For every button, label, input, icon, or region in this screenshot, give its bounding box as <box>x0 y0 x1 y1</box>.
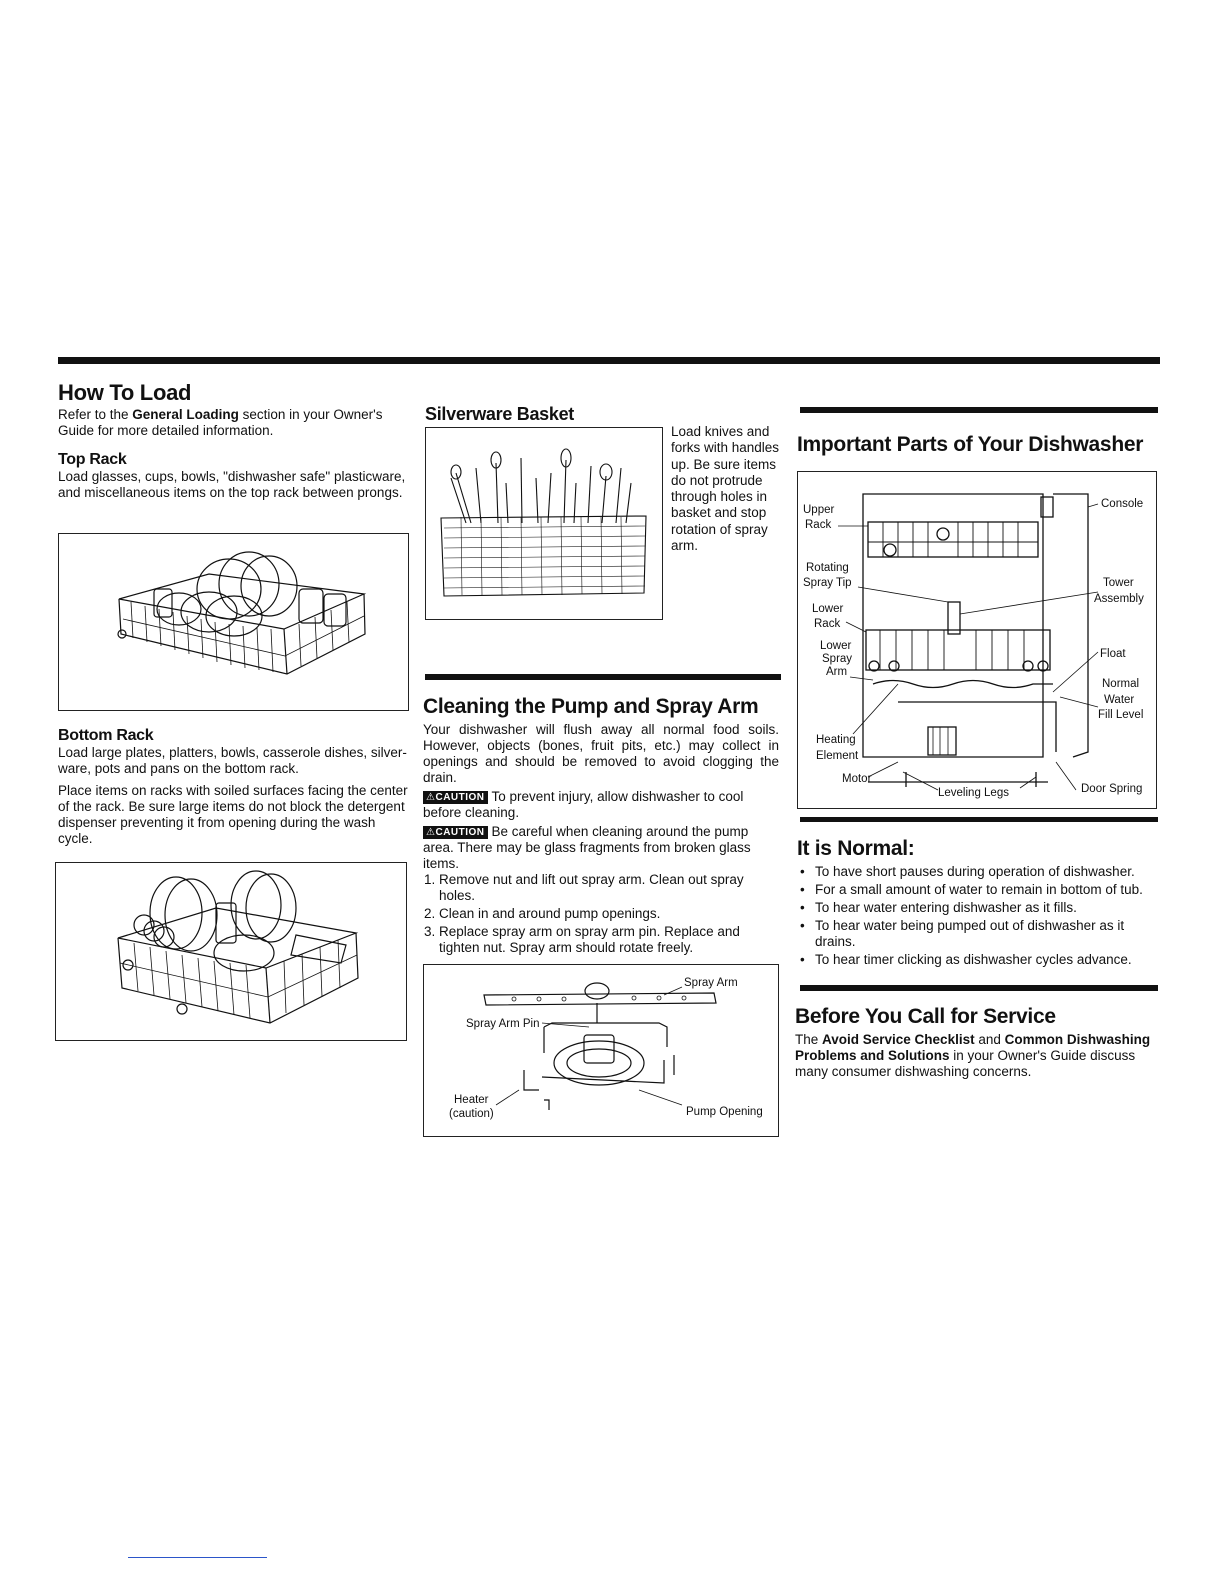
service-section <box>795 1004 1159 1080</box>
console-label: Console <box>1101 498 1144 510</box>
float-label: Float <box>1100 648 1126 660</box>
silverware-basket-title: Silverware Basket <box>425 404 574 424</box>
normal-item: • For a small amount of water to remain in bottom of tub. <box>815 882 1159 898</box>
top-rack-illustration <box>58 533 409 711</box>
avoid-service-checklist-ref: Avoid Service Checklist <box>822 1032 975 1047</box>
rotating-label: Rotating <box>806 562 849 574</box>
cleaning-rule <box>425 674 781 680</box>
silverware-text: Load knives and forks with handles up. Be sure items do not protrude through holes in basket and stop rotation of spray arm. <box>671 424 780 554</box>
pump-drawing <box>424 965 777 1135</box>
lower-label: Lower <box>812 603 844 615</box>
problems-solutions-ref: Common Dishwashing Problems and Solutions <box>795 1032 1151 1063</box>
cleaning-intro: Your dishwasher will flush away all normal food soils. However, objects (bones, fruit pits, etc.) may collect in openings and should be removed to avoid clogging the drain. <box>423 722 779 785</box>
silverware-drawing <box>426 428 661 618</box>
top-rack-text: Load glasses, cups, bowls, "dishwasher safe" plasticware, and miscellaneous items on the top rack between prongs. <box>58 469 406 500</box>
cleaning-step: 2. Clean in and around pump openings. <box>439 906 779 922</box>
how-to-load-title: How To Load <box>58 380 192 405</box>
cleaning-steps <box>423 872 779 956</box>
caution-1: ⚠CAUTION To prevent injury, allow dishwasher to cool before cleaning. <box>423 789 744 820</box>
bottom-rack-drawing <box>56 863 405 1039</box>
cleaning-title: Cleaning the Pump and Spray Arm <box>423 695 759 718</box>
normal-item: • To hear timer clicking as dishwasher cycles advance. <box>815 952 1159 968</box>
top-rack-title: Top Rack <box>58 451 127 468</box>
service-title: Before You Call for Service <box>795 1005 1056 1028</box>
element-label: Element <box>816 750 859 762</box>
upper-rack-label: Rack <box>805 519 832 531</box>
lower-spray-label: Lower <box>820 640 852 652</box>
heater-label: Heater <box>454 1094 489 1106</box>
important-parts-title: Important Parts of Your Dishwasher <box>797 433 1144 456</box>
caution-badge: ⚠CAUTION <box>423 791 488 804</box>
service-text: The Avoid Service Checklist and Common Dishwashing Problems and Solutions in your Owner's Guide discuss many consumer dishwashing concerns. <box>795 1032 1151 1079</box>
normal-rule <box>800 817 1158 822</box>
motor-label: Motor <box>842 773 872 785</box>
arm-label: Arm <box>826 666 848 678</box>
water-label: Water <box>1104 694 1135 706</box>
bottom-rack-section <box>58 726 408 853</box>
tower-label: Tower <box>1103 577 1134 589</box>
spray-arm-pin-label: Spray Arm Pin <box>466 1018 540 1030</box>
cleaning-section <box>423 694 779 958</box>
upper-label: Upper <box>803 504 835 516</box>
cleaning-step: 1. Remove nut and lift out spray arm. Clean out spray holes. <box>439 872 779 904</box>
heating-label: Heating <box>816 734 856 746</box>
door-spring-label: Door Spring <box>1081 783 1143 795</box>
normal-item: • To hear water being pumped out of dishwasher as it drains. <box>815 918 1159 950</box>
lower-rack-label: Rack <box>814 618 841 630</box>
parts-rule <box>800 407 1158 413</box>
bottom-rack-text-1: Load large plates, platters, bowls, casserole dishes, silver-ware, pots and pans on the bottom rack. <box>58 745 407 776</box>
caution-2: ⚠CAUTION Be careful when cleaning around the pump area. There may be glass fragments from broken glass items. <box>423 824 751 871</box>
it-is-normal-section <box>797 836 1159 970</box>
bottom-rack-illustration <box>55 862 407 1041</box>
caution-badge: ⚠CAUTION <box>423 826 488 839</box>
normal-item: • To hear water entering dishwasher as it fills. <box>815 900 1159 916</box>
dishwasher-parts-diagram <box>797 471 1157 809</box>
heater-caution-label: (caution) <box>449 1108 494 1120</box>
spray-label: Spray <box>822 653 853 665</box>
leveling-legs-label: Leveling Legs <box>938 787 1009 799</box>
cleaning-step: 3. Replace spray arm on spray arm pin. Replace and tighten nut. Spray arm should rotate freely. <box>439 924 779 956</box>
normal-item: • To have short pauses during operation of dishwasher. <box>815 864 1159 880</box>
top-rack-drawing <box>59 534 407 709</box>
spray-arm-label: Spray Arm <box>684 977 738 989</box>
fill-level-label: Fill Level <box>1098 709 1144 721</box>
bottom-rack-title: Bottom Rack <box>58 727 154 744</box>
normal-label: Normal <box>1102 678 1140 690</box>
bottom-rack-text-2: Place items on racks with soiled surfaces facing the center of the rack. Be sure large items do not block the detergent dispenser preventing it from opening during the wash cycle. <box>58 783 408 846</box>
it-is-normal-title: It is Normal: <box>797 837 915 860</box>
pump-diagram <box>423 964 779 1137</box>
general-loading-ref: General Loading <box>132 407 239 422</box>
normal-list <box>797 864 1159 968</box>
service-rule <box>800 985 1158 991</box>
pump-opening-label: Pump Opening <box>686 1106 763 1118</box>
spray-tip-label: Spray Tip <box>803 577 852 589</box>
bottom-rack-text <box>58 745 408 847</box>
dishwasher-drawing <box>798 472 1155 807</box>
top-rule <box>58 357 1160 364</box>
how-to-load-intro: Refer to the General Loading section in your Owner's Guide for more detailed information. <box>58 407 383 438</box>
how-to-load-section <box>58 380 408 501</box>
silverware-illustration <box>425 427 663 620</box>
assembly-label: Assembly <box>1094 593 1144 605</box>
footer-line <box>128 1557 267 1558</box>
